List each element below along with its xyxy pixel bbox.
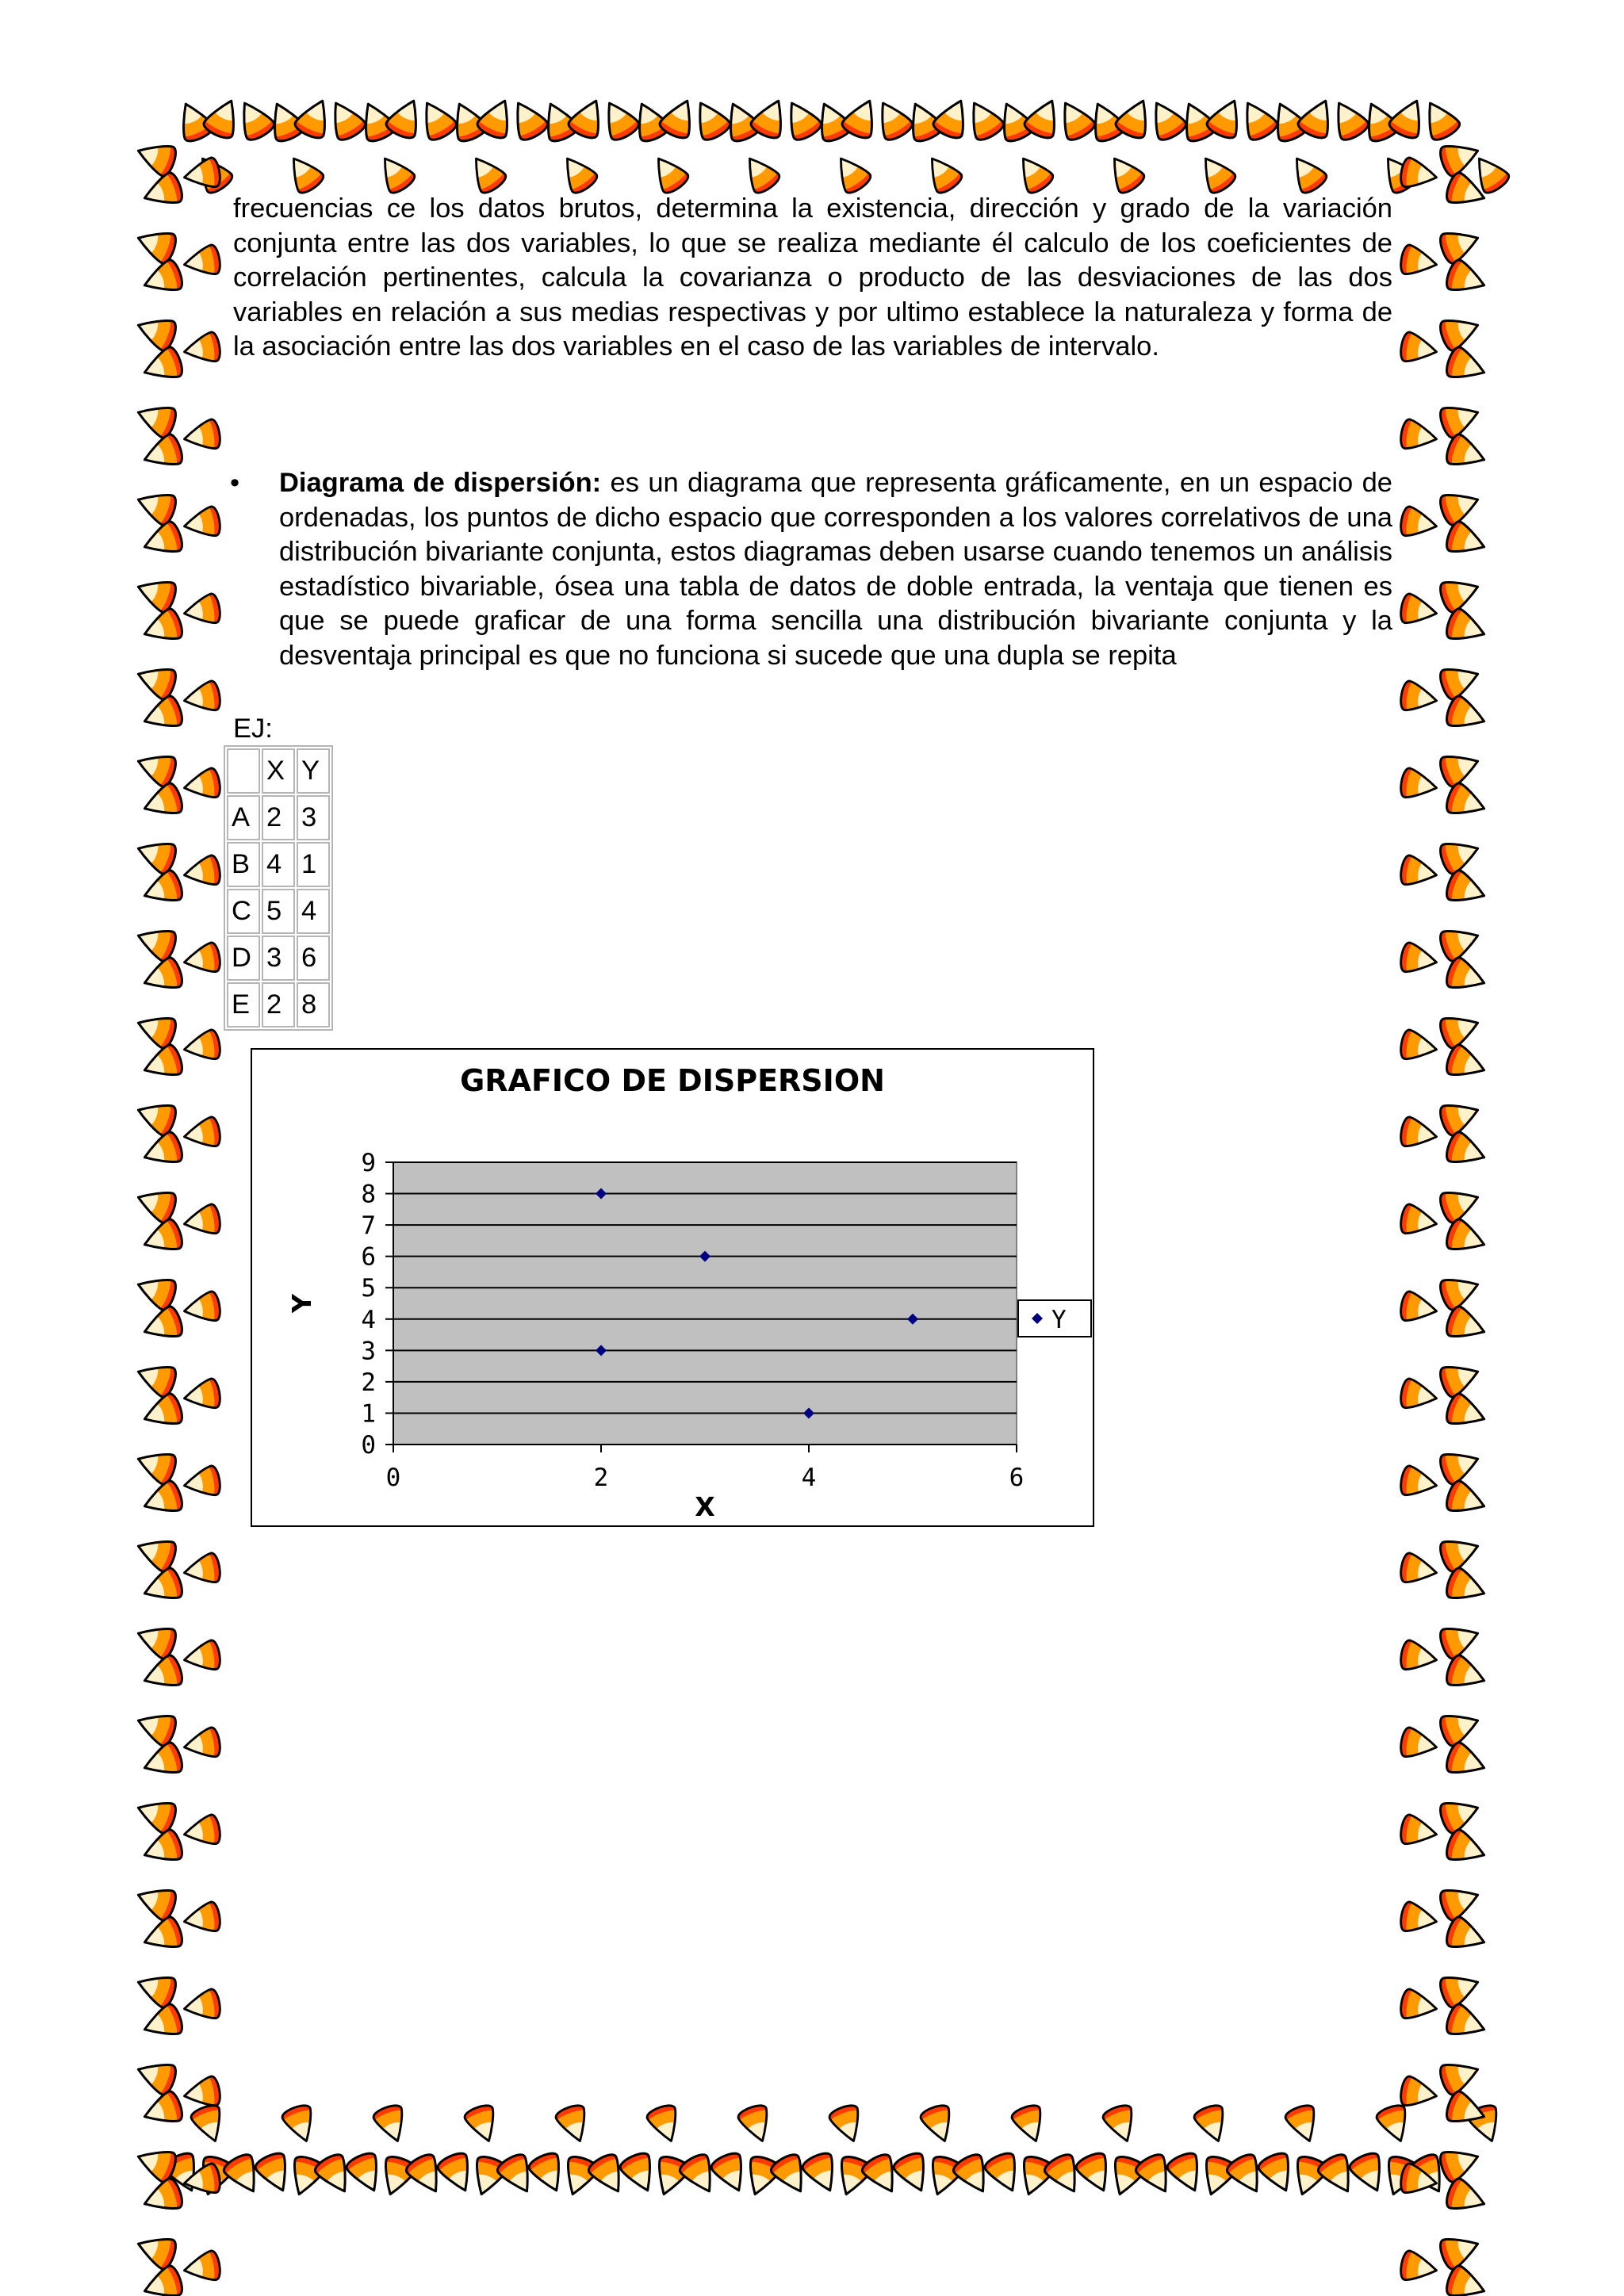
x-tick-label: 4 (801, 1464, 817, 1492)
candy-corn-icon (133, 311, 179, 353)
candy-corn-icon (1444, 781, 1490, 823)
candy-corn-icon (253, 2150, 297, 2197)
candy-corn-icon (1399, 1378, 1439, 1413)
candy-corn-icon (1285, 150, 1329, 196)
candy-corn-icon (133, 1619, 179, 1661)
candy-corn-icon (1399, 1465, 1439, 1500)
intro-paragraph-block (233, 192, 1392, 365)
candy-corn-icon (133, 1183, 179, 1225)
candy-corn-icon (829, 150, 873, 196)
candy-corn-icon (554, 2103, 594, 2146)
table-cell: A (227, 795, 260, 840)
candy-corn-icon (1102, 150, 1147, 196)
bullet-text (279, 466, 1392, 674)
table-cell: 4 (297, 889, 330, 934)
candy-corn-icon (140, 432, 186, 474)
candy-corn-icon (133, 1270, 179, 1312)
candy-corn-icon (737, 2103, 776, 2146)
candy-corn-icon (182, 1814, 222, 1849)
y-axis-label: Y (286, 1294, 317, 1313)
candy-corn-icon (140, 868, 186, 910)
bullet-description: es un diagrama que representa gráficamente, en un espacio de ordenadas, los puntos de dicho espacio que corresponden a los valores correlativos de una distribución bivariante conjunta, estos diagramas deben usarse cuando tenemos un análisis estadístico bivariable, ósea una tabla de datos de doble entrada, la ventaja que tienen es que se puede graficar de una forma sencilla una distribución bivariante conjunta y la desventaja principal es que no funciona si sucede que una dupla se repita (279, 468, 1392, 671)
candy-corn-icon (1399, 1814, 1439, 1849)
candy-corn-icon (182, 2250, 222, 2285)
candy-corn-icon (133, 1968, 179, 2010)
candy-corn-icon (505, 95, 550, 143)
candy-corn-icon (1444, 345, 1490, 387)
candy-corn-icon (140, 1217, 186, 1259)
candy-corn-icon (1444, 1391, 1490, 1433)
candy-corn-icon (1444, 1566, 1490, 1608)
candy-corn-icon (182, 1465, 222, 1500)
y-tick-label: 1 (361, 1399, 376, 1429)
table-row (227, 842, 330, 887)
candy-corn-icon (1444, 2002, 1490, 2044)
candy-corn-icon (737, 150, 782, 196)
x-tick-label: 2 (593, 1464, 609, 1492)
candy-corn-icon (1193, 150, 1238, 196)
candy-corn-icon (920, 150, 964, 196)
candy-corn-icon (1399, 1029, 1439, 1064)
candy-corn-icon (140, 1391, 186, 1433)
candy-corn-icon (182, 593, 222, 628)
candy-corn-icon (182, 1116, 222, 1151)
candy-corn-icon (1444, 519, 1490, 561)
table-cell: D (227, 936, 260, 981)
candy-corn-icon (140, 1043, 186, 1085)
candy-corn-icon (133, 485, 179, 527)
candy-corn-icon (232, 95, 277, 143)
candy-corn-icon (133, 572, 179, 614)
table-cell: 6 (297, 936, 330, 981)
candy-corn-icon (1052, 95, 1097, 143)
candy-corn-icon (1347, 2150, 1391, 2197)
table-cell: 3 (297, 795, 330, 840)
candy-corn-icon (1235, 95, 1280, 143)
candy-corn-icon (182, 767, 222, 802)
candy-corn-icon (1399, 506, 1439, 541)
scatter-chart-svg (252, 1050, 1093, 1525)
candy-corn-icon (182, 680, 222, 715)
table-cell: 1 (297, 842, 330, 887)
candy-corn-icon (645, 2103, 685, 2146)
candy-corn-icon (709, 2150, 753, 2197)
table-row (227, 795, 330, 840)
candy-corn-icon (1444, 258, 1490, 300)
candy-corn-icon (828, 2103, 868, 2146)
candy-corn-icon (190, 2103, 229, 2146)
candy-corn-icon (182, 244, 222, 279)
candy-corn-icon (281, 2103, 320, 2146)
candy-corn-icon (1444, 1740, 1490, 1782)
candy-corn-icon (133, 660, 179, 702)
table-header-cell: X (262, 748, 295, 794)
candy-corn-icon (133, 1357, 179, 1399)
candy-corn-icon (182, 419, 222, 453)
candy-corn-icon (133, 1881, 179, 1923)
table-cell: 5 (262, 889, 295, 934)
candy-corn-icon (1143, 95, 1189, 143)
candy-corn-icon (133, 1793, 179, 1835)
table-header-row (227, 748, 330, 794)
candy-corn-icon (140, 1130, 186, 1172)
bullet-item-diagrama (230, 466, 1392, 674)
y-tick-label: 5 (361, 1274, 376, 1303)
candy-corn-icon (140, 607, 186, 649)
candy-corn-icon (1256, 2150, 1300, 2197)
candy-corn-icon (140, 1915, 186, 1957)
candy-corn-icon (182, 1378, 222, 1413)
y-tick-label: 2 (361, 1368, 376, 1397)
candy-corn-icon (1399, 2250, 1439, 2285)
candy-corn-icon (596, 95, 642, 143)
candy-corn-icon (140, 1304, 186, 1346)
chart-title: GRAFICO DE DISPERSION (460, 1063, 885, 1098)
candy-corn-icon (688, 95, 733, 143)
chart-legend (1018, 1300, 1091, 1337)
candy-corn-icon (133, 1096, 179, 1138)
scatter-chart (251, 1048, 1094, 1527)
candy-corn-icon (1399, 1116, 1439, 1151)
bullet-icon: • (230, 468, 240, 498)
table-row (227, 889, 330, 934)
candy-corn-icon (140, 170, 186, 212)
legend-label: Y (1051, 1306, 1067, 1334)
candy-corn-icon (140, 955, 186, 997)
candy-corn-icon (527, 2150, 570, 2197)
candy-corn-icon (1444, 955, 1490, 997)
candy-corn-icon (133, 398, 179, 440)
candy-corn-icon (1444, 1827, 1490, 1869)
y-tick-label: 7 (361, 1211, 376, 1241)
candy-corn-icon (1399, 1901, 1439, 1936)
candy-corn-icon (182, 942, 222, 977)
candy-corn-icon (1444, 694, 1490, 736)
candy-corn-icon (1399, 419, 1439, 453)
candy-corn-icon (140, 2089, 186, 2131)
data-table (224, 745, 333, 1031)
candy-corn-icon (133, 1008, 179, 1050)
candy-corn-icon (133, 2229, 179, 2271)
y-tick-label: 8 (361, 1180, 376, 1209)
table-cell: 2 (262, 795, 295, 840)
table-cell: 4 (262, 842, 295, 887)
candy-corn-icon (1417, 95, 1462, 143)
candy-corn-icon (1193, 2103, 1232, 2146)
candy-corn-icon (140, 519, 186, 561)
table-cell: 2 (262, 982, 295, 1027)
candy-corn-icon (140, 1566, 186, 1608)
table-cell: C (227, 889, 260, 934)
candy-corn-icon (323, 95, 368, 143)
candy-corn-icon (1326, 95, 1371, 143)
candy-corn-icon (1399, 1640, 1439, 1674)
candy-corn-icon (1399, 593, 1439, 628)
candy-corn-icon (1399, 331, 1439, 366)
candy-corn-icon (800, 2150, 844, 2197)
example-label: EJ: (233, 714, 273, 744)
candy-corn-icon (779, 95, 824, 143)
candy-corn-icon (414, 95, 459, 143)
candy-corn-icon (182, 157, 222, 192)
candy-corn-icon (182, 1988, 222, 2023)
candy-corn-icon (282, 150, 326, 196)
table-header-cell: Y (297, 748, 330, 794)
candy-corn-icon (182, 1029, 222, 1064)
candy-corn-icon (140, 781, 186, 823)
candy-corn-icon (982, 2150, 1026, 2197)
table-row (227, 982, 330, 1027)
candy-corn-icon (182, 1727, 222, 1762)
candy-corn-icon (1399, 680, 1439, 715)
table-cell: B (227, 842, 260, 887)
y-tick-label: 3 (361, 1337, 376, 1366)
candy-corn-icon (1444, 607, 1490, 649)
candy-corn-icon (182, 2076, 222, 2110)
table-row (227, 936, 330, 981)
candy-corn-icon (555, 150, 599, 196)
candy-corn-icon (140, 1479, 186, 1521)
y-tick-label: 6 (361, 1242, 376, 1272)
candy-corn-icon (1444, 1915, 1490, 1957)
y-tick-label: 0 (361, 1431, 376, 1460)
candy-corn-icon (1444, 1043, 1490, 1085)
candy-corn-icon (140, 1653, 186, 1695)
candy-corn-icon (373, 150, 417, 196)
candy-corn-icon (1399, 2076, 1439, 2110)
y-tick-label: 9 (361, 1149, 376, 1177)
candy-corn-icon (133, 747, 179, 789)
candy-corn-icon (140, 1740, 186, 1782)
candy-corn-icon (133, 1445, 179, 1487)
candy-corn-icon (1074, 2150, 1117, 2197)
candy-corn-icon (1399, 1988, 1439, 2023)
candy-corn-icon (1399, 1552, 1439, 1587)
candy-corn-icon (133, 1532, 179, 1574)
candy-corn-icon (1444, 432, 1490, 474)
candy-corn-icon (182, 1291, 222, 1326)
x-tick-label: 6 (1009, 1464, 1025, 1492)
table-cell: 8 (297, 982, 330, 1027)
intro-paragraph: frecuencias ce los datos brutos, determina la existencia, dirección y grado de la variación conjunta entre las dos variables, lo que se realiza mediante él calculo de los coeficientes de correlación pertinentes, calcula la covarianza o producto de las desviaciones de las dos variables en relación a sus medias respectivas y por ultimo establece la naturaleza y forma de la asociación entre las dos variables en el caso de las variables de intervalo. (233, 193, 1392, 362)
candy-corn-icon (140, 1827, 186, 1869)
y-tick-label: 4 (361, 1305, 376, 1334)
candy-corn-icon (1010, 2103, 1050, 2146)
candy-corn-icon (1444, 1217, 1490, 1259)
candy-corn-icon (1399, 244, 1439, 279)
x-axis-label: X (695, 1491, 715, 1522)
candy-corn-icon (133, 834, 179, 876)
candy-corn-icon (182, 1203, 222, 1238)
candy-corn-icon (1399, 942, 1439, 977)
candy-corn-icon (133, 1706, 179, 1748)
candy-corn-icon (140, 694, 186, 736)
candy-corn-icon (1399, 1727, 1439, 1762)
candy-corn-icon (182, 1640, 222, 1674)
candy-corn-icon (1444, 1479, 1490, 1521)
candy-corn-icon (1101, 2103, 1141, 2146)
candy-corn-icon (1399, 767, 1439, 802)
candy-corn-icon (133, 2055, 179, 2097)
table-cell: E (227, 982, 260, 1027)
candy-corn-icon (961, 95, 1006, 143)
candy-corn-icon (618, 2150, 661, 2197)
candy-corn-icon (1444, 2176, 1490, 2218)
table-cell: 3 (262, 936, 295, 981)
candy-corn-icon (870, 95, 915, 143)
candy-corn-icon (140, 258, 186, 300)
candy-corn-icon (1165, 2150, 1208, 2197)
candy-corn-icon (133, 921, 179, 963)
candy-corn-icon (1399, 855, 1439, 890)
candy-corn-icon (182, 506, 222, 541)
candy-corn-icon (140, 345, 186, 387)
candy-corn-icon (140, 2002, 186, 2044)
candy-corn-icon (372, 2103, 412, 2146)
candy-corn-icon (435, 2150, 479, 2197)
candy-corn-icon (182, 1552, 222, 1587)
candy-corn-icon (1011, 150, 1055, 196)
candy-corn-icon (1399, 1291, 1439, 1326)
candy-corn-icon (1399, 157, 1439, 192)
candy-corn-icon (919, 2103, 959, 2146)
bullet-term: Diagrama de dispersión: (279, 468, 602, 498)
candy-corn-icon (891, 2150, 935, 2197)
table-header-cell (227, 748, 260, 794)
candy-corn-icon (1375, 2103, 1415, 2146)
candy-corn-icon (1444, 868, 1490, 910)
candy-corn-icon (182, 855, 222, 890)
candy-corn-icon (133, 136, 179, 178)
candy-corn-icon (344, 2150, 388, 2197)
candy-corn-icon (133, 224, 179, 266)
candy-corn-icon (1399, 1203, 1439, 1238)
candy-corn-icon (182, 1901, 222, 1936)
candy-corn-icon (1444, 1304, 1490, 1346)
plot-area (393, 1162, 1017, 1445)
candy-corn-icon (646, 150, 691, 196)
candy-corn-icon (182, 331, 222, 366)
x-tick-label: 0 (385, 1464, 401, 1492)
candy-corn-icon (1444, 1653, 1490, 1695)
candy-corn-icon (463, 2103, 503, 2146)
candy-corn-icon (1284, 2103, 1323, 2146)
candy-corn-icon (1444, 1130, 1490, 1172)
candy-corn-icon (464, 150, 508, 196)
